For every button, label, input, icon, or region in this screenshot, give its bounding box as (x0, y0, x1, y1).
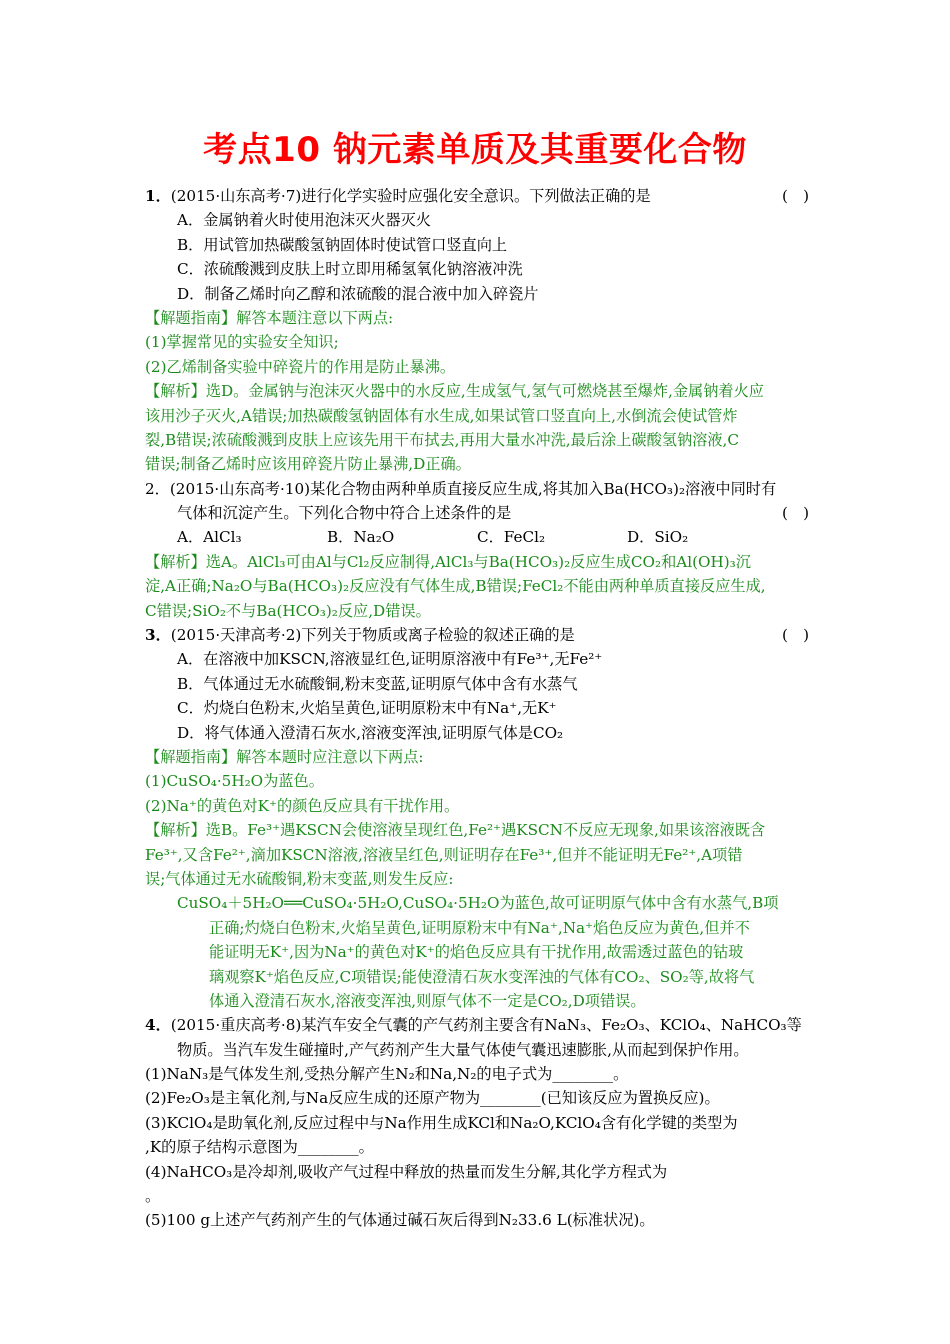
sub-question: (2)Fe₂O₃是主氧化剂,与Na反应生成的还原产物为________(已知该反应为置换反应)。 (145, 1089, 720, 1108)
option: B．气体通过无水硫酸铜,粉末变蓝,证明原气体中含有水蒸气 (177, 674, 578, 693)
option: C．灼烧白色粉末,火焰呈黄色,证明原粉末中有Na⁺,无K⁺ (177, 699, 557, 718)
solution-guide: (1)掌握常见的实验安全知识; (145, 333, 339, 352)
option: A．金属钠着火时使用泡沫灭火器灭火 (177, 211, 431, 230)
analysis-line: C错误;SiO₂不与Ba(HCO₃)₂反应,D错误。 (145, 601, 431, 620)
question-4-stem: 4．(2015·重庆高考·8)某汽车安全气囊的产气药剂主要含有NaN₃、Fe₂O₃、KClO₄、NaHCO₃等 (145, 1016, 802, 1035)
solution-guide: 【解题指南】解答本题时应注意以下两点: (145, 747, 424, 766)
analysis-line: 淀,A正确;Na₂O与Ba(HCO₃)₂反应没有气体生成,B错误;FeCl₂不能由两种单质直接反应生成, (145, 577, 766, 596)
analysis-line: 璃观察K⁺焰色反应,C项错误;能使澄清石灰水变浑浊的气体有CO₂、SO₂等,故将气 (209, 967, 755, 986)
analysis-line: 误;气体通过无水硫酸铜,粉末变蓝,则发生反应: (145, 869, 454, 888)
option: A．在溶液中加KSCN,溶液显红色,证明原溶液中有Fe³⁺,无Fe²⁺ (177, 650, 603, 669)
document-body (145, 184, 809, 1233)
option: B．Na₂O (327, 528, 395, 547)
option: D．将气体通入澄清石灰水,溶液变浑浊,证明原气体是CO₂ (177, 723, 564, 742)
option: B．用试管加热碳酸氢钠固体时使试管口竖直向上 (177, 235, 508, 254)
analysis-line: 错误;制备乙烯时应该用碎瓷片防止暴沸,D正确。 (145, 455, 471, 474)
option: C．浓硫酸溅到皮肤上时立即用稀氢氧化钠溶液冲洗 (177, 260, 523, 279)
answer-bracket: ( ) (781, 187, 809, 205)
analysis-line: 【解析】选A。AlCl₃可由Al与Cl₂反应制得,AlCl₃与Ba(HCO₃)₂反应生成CO₂和Al(OH)₃沉 (145, 552, 751, 571)
analysis-line: Fe³⁺,又含Fe²⁺,滴加KSCN溶液,溶液呈红色,则证明存在Fe³⁺,但并不能证明无Fe²⁺,A项错 (145, 845, 743, 864)
page-title: 考点10 钠元素单质及其重要化合物 (203, 130, 747, 170)
options-row (145, 525, 809, 549)
sub-question: (1)NaN₃是气体发生剂,受热分解产生N₂和Na,N₂的电子式为________。 (145, 1065, 629, 1084)
option: C．FeCl₂ (477, 528, 546, 547)
question-2-stem: 2．(2015·山东高考·10)某化合物由两种单质直接反应生成,将其加入Ba(HCO₃)₂溶液中同时有 (145, 479, 777, 498)
question-1-stem: 1．(2015·山东高考·7)进行化学实验时应强化安全意识。下列做法正确的是 ( ) (145, 184, 809, 208)
option: A．AlCl₃ (177, 528, 242, 547)
sub-question: (3)KClO₄是助氧化剂,反应过程中与Na作用生成KCl和Na₂O,KClO₄含有化学键的类型为 (145, 1113, 738, 1132)
option: D．SiO₂ (627, 528, 689, 547)
answer-bracket: ( ) (781, 626, 809, 645)
sub-question: (5)100 g上述产气药剂产生的气体通过碱石灰后得到N₂33.6 L(标准状况)。 (145, 1211, 655, 1230)
answer-bracket: ( ) (781, 504, 809, 523)
analysis-line: 正确;灼烧白色粉末,火焰呈黄色,证明原粉末中有Na⁺,Na⁺焰色反应为黄色,但并不 (209, 918, 750, 937)
solution-guide: (1)CuSO₄·5H₂O为蓝色。 (145, 772, 324, 791)
analysis-line: 该用沙子灭火,A错误;加热碳酸氢钠固体有水生成,如果试管口竖直向上,水倒流会使试管炸 (145, 406, 738, 425)
solution-guide: (2)Na⁺的黄色对K⁺的颜色反应具有干扰作用。 (145, 796, 460, 815)
analysis-line: 能证明无K⁺,因为Na⁺的黄色对K⁺的焰色反应具有干扰作用,故需透过蓝色的钴玻 (209, 943, 744, 962)
analysis-line: 体通入澄清石灰水,溶液变浑浊,则原气体不一定是CO₂,D项错误。 (209, 991, 646, 1010)
analysis-line: 【解析】选D。金属钠与泡沫灭火器中的水反应,生成氢气,氢气可燃烧甚至爆炸,金属钠着火应 (145, 382, 764, 401)
solution-guide: 【解题指南】解答本题注意以下两点: (145, 308, 394, 327)
sub-question: (4)NaHCO₃是冷却剂,吸收产气过程中释放的热量而发生分解,其化学方程式为 (145, 1162, 668, 1181)
sub-question-cont: 。 (145, 1187, 161, 1206)
analysis-line: 【解析】选B。Fe³⁺遇KSCN会使溶液呈现红色,Fe²⁺遇KSCN不反应无现象,如果该溶液既含 (145, 821, 766, 840)
question-2-stem-cont: 气体和沉淀产生。下列化合物中符合上述条件的是 ( ) (145, 501, 809, 525)
question-3-stem: 3．(2015·天津高考·2)下列关于物质或离子检验的叙述正确的是 ( ) (145, 623, 809, 647)
question-4-stem-cont: 物质。当汽车发生碰撞时,产气药剂产生大量气体使气囊迅速膨胀,从而起到保护作用。 (177, 1040, 749, 1059)
analysis-line: 裂,B错误;浓硫酸溅到皮肤上应该先用干布拭去,再用大量水冲洗,最后涂上碳酸氢钠溶液,C (145, 430, 739, 449)
option: D．制备乙烯时向乙醇和浓硫酸的混合液中加入碎瓷片 (177, 284, 539, 303)
sub-question-cont: ,K的原子结构示意图为________。 (145, 1138, 374, 1157)
solution-guide: (2)乙烯制备实验中碎瓷片的作用是防止暴沸。 (145, 357, 456, 376)
analysis-line: CuSO₄＋5H₂O══CuSO₄·5H₂O,CuSO₄·5H₂O为蓝色,故可证明原气体中含有水蒸气,B项 (177, 894, 779, 913)
